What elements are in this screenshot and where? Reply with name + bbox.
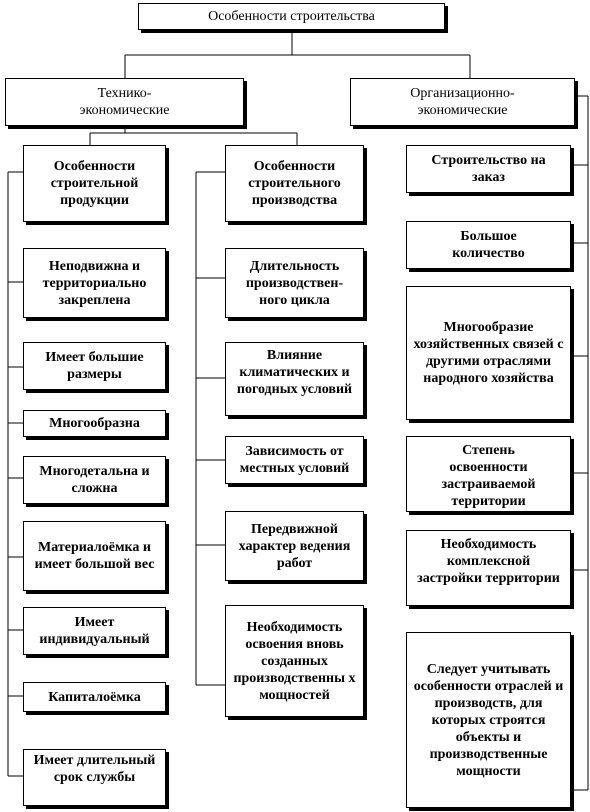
org-item: Степень освоенности застраиваемой территории (406, 436, 571, 512)
production-item: Передвижной характер ведения работ (225, 511, 364, 581)
production-item: Необходимость освоения вновь созданных производственны х мощностей (225, 605, 364, 717)
branch-technical: Технико-экономические (5, 78, 244, 126)
root-node: Особенности строительства (138, 3, 445, 30)
product-item: Капиталоёмка (23, 682, 166, 712)
product-header: Особенности строительной продукции (23, 145, 166, 222)
product-item: Неподвижна и территориально закреплена (23, 248, 166, 318)
org-item: Строительство на заказ (406, 145, 571, 193)
org-item: Многообразие хозяйственных связей с другими отраслями народного хозяйства (406, 286, 571, 420)
product-item: Материалоёмка и имеет большой вес (23, 521, 166, 591)
production-item: Влияние климатических и погодных условий (225, 342, 364, 416)
production-item: Длительность производствен-ного цикла (225, 248, 364, 318)
product-item: Имеет большие размеры (23, 342, 166, 390)
product-item: Многодетальна и сложна (23, 456, 166, 504)
org-item: Следует учитывать особенности отраслей и производств, для которых строятся объекты и производственные мощности (406, 632, 571, 808)
org-item: Необходимость комплексной застройки территории (406, 530, 571, 606)
production-header: Особенности строительного производства (225, 145, 364, 222)
product-item: Имеет индивидуальный (23, 607, 166, 655)
org-item: Большое количество (406, 221, 571, 269)
branch-organizational: Организационно-экономические (350, 78, 575, 126)
product-item: Многообразна (23, 410, 166, 437)
production-item: Зависимость от местных условий (225, 436, 364, 484)
product-item: Имеет длительный срок службы (23, 749, 166, 806)
